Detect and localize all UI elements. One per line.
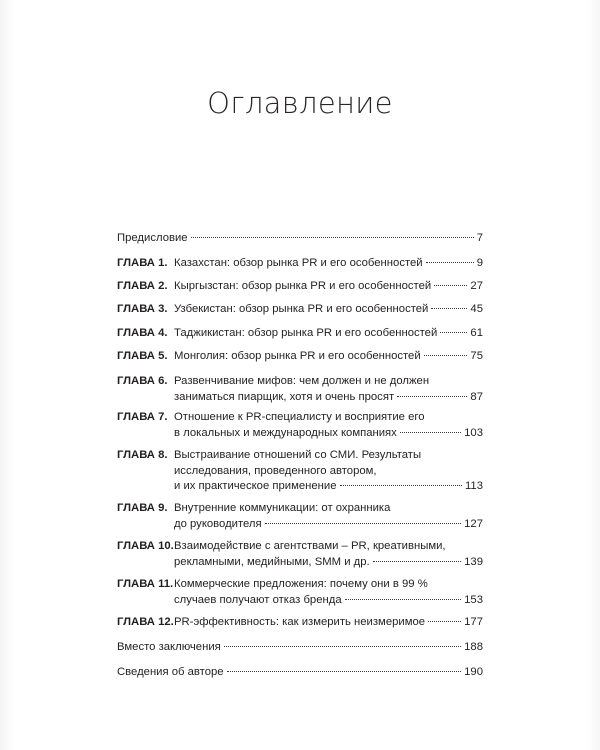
chapter-label: ГЛАВА 10. bbox=[117, 540, 174, 552]
toc-entry bbox=[117, 577, 483, 608]
section-title bbox=[117, 231, 483, 247]
toc-entry-line bbox=[174, 326, 483, 342]
toc-entry-text: до руководителя bbox=[174, 517, 262, 530]
toc-entry-line bbox=[174, 426, 483, 442]
toc-entry-line bbox=[174, 349, 483, 365]
toc-entry-text: и их практическое применение bbox=[174, 480, 337, 492]
dot-leader bbox=[227, 670, 462, 672]
toc-entry bbox=[117, 349, 483, 365]
toc-entry-line bbox=[174, 555, 483, 571]
toc-entry-text: Выстраивание отношений со СМИ. Результаты bbox=[174, 449, 422, 461]
dot-leader bbox=[345, 598, 462, 600]
toc-entry-text: в локальных и международных компаниях bbox=[174, 426, 397, 439]
chapter-label: ГЛАВА 5. bbox=[117, 350, 168, 362]
toc-entry bbox=[117, 279, 483, 295]
dot-leader bbox=[191, 236, 474, 238]
dot-leader bbox=[431, 307, 467, 309]
toc-entry-line bbox=[174, 302, 483, 318]
toc-entry bbox=[117, 640, 483, 656]
chapter-title bbox=[174, 302, 483, 318]
toc-entry-text: Предисловие bbox=[117, 232, 188, 244]
page-number: 153 bbox=[464, 593, 483, 606]
toc-entry-text: исследования, проведенного автором, bbox=[174, 464, 377, 477]
toc-entry-text: Коммерческие предложения: почему они в 99 % bbox=[174, 578, 428, 590]
dot-leader bbox=[265, 522, 461, 524]
toc-entry bbox=[117, 448, 483, 495]
toc-entry-line bbox=[117, 231, 483, 247]
toc-entry-text: Внутренние коммуникации: от охранника bbox=[174, 502, 391, 514]
toc-entry-line bbox=[117, 640, 483, 656]
chapter-title bbox=[174, 410, 483, 441]
toc-entry-line bbox=[174, 479, 483, 495]
toc-entry-text: Сведения об авторе bbox=[117, 666, 224, 678]
toc-entry-line bbox=[174, 256, 483, 272]
dot-leader bbox=[440, 331, 467, 333]
toc-entry-text: PR-эффективность: как измерить неизмеримое bbox=[174, 616, 426, 628]
page-number: 9 bbox=[476, 257, 483, 269]
page-number: 177 bbox=[464, 616, 483, 628]
chapter-title bbox=[174, 349, 483, 365]
dot-leader bbox=[397, 395, 467, 397]
toc-entry bbox=[117, 665, 483, 681]
chapter-label: ГЛАВА 4. bbox=[117, 327, 168, 339]
page-number: 7 bbox=[476, 232, 483, 244]
toc-entry-text: Отношение к PR-специалисту и восприятие его bbox=[174, 411, 425, 423]
toc-entry-line bbox=[174, 279, 483, 295]
toc-entry-text: Развенчивание мифов: чем должен и не должен bbox=[174, 375, 430, 387]
toc-entry-line bbox=[174, 410, 483, 426]
chapter-label: ГЛАВА 7. bbox=[117, 411, 168, 423]
toc-entry bbox=[117, 256, 483, 272]
page-number: 139 bbox=[464, 555, 483, 568]
page-number: 45 bbox=[470, 303, 483, 315]
toc-entry-line bbox=[117, 665, 483, 681]
toc-entry-line bbox=[174, 517, 483, 533]
toc-entry-text: Взаимодействие с агентствами – PR, креативными, bbox=[174, 540, 446, 552]
page-number: 113 bbox=[464, 480, 483, 492]
dot-leader bbox=[224, 645, 461, 647]
toc-entry bbox=[117, 231, 483, 247]
page-number: 188 bbox=[464, 641, 483, 653]
section-title bbox=[117, 665, 483, 681]
dot-leader bbox=[340, 484, 462, 486]
dot-leader bbox=[434, 284, 467, 286]
chapter-title bbox=[174, 374, 483, 405]
toc-entry bbox=[117, 615, 483, 631]
chapter-title bbox=[174, 448, 483, 495]
page-number: 61 bbox=[470, 327, 483, 339]
section-title bbox=[117, 640, 483, 656]
chapter-label: ГЛАВА 6. bbox=[117, 375, 168, 387]
toc-entry-text: Монголия: обзор рынка PR и его особенностей bbox=[174, 350, 421, 362]
toc-entry-text: рекламными, медийными, SMM и др. bbox=[174, 555, 370, 568]
toc-entry-text: Кыргызстан: обзор рынка PR и его особенностей bbox=[174, 280, 432, 292]
toc-entry bbox=[117, 302, 483, 318]
toc-entry bbox=[117, 539, 483, 570]
page-number: 190 bbox=[464, 666, 483, 678]
chapter-title bbox=[174, 326, 483, 342]
chapter-title bbox=[174, 539, 483, 570]
page-number: 27 bbox=[470, 280, 483, 292]
toc-entry bbox=[117, 410, 483, 441]
chapter-title bbox=[174, 501, 483, 532]
chapter-label: ГЛАВА 2. bbox=[117, 280, 168, 292]
dot-leader bbox=[424, 354, 468, 356]
chapter-label: ГЛАВА 9. bbox=[117, 502, 168, 514]
chapter-title bbox=[174, 256, 483, 272]
toc-entry-text: заниматься пиарщик, хотя и очень просят bbox=[174, 390, 395, 403]
toc-entry bbox=[117, 501, 483, 532]
toc-entry-text: Казахстан: обзор рынка PR и его особенностей bbox=[174, 257, 423, 269]
dot-leader bbox=[428, 620, 461, 622]
chapter-label: ГЛАВА 11. bbox=[117, 578, 174, 590]
dot-leader bbox=[373, 560, 461, 562]
page-title: Оглавление bbox=[207, 86, 393, 120]
page-number: 127 bbox=[464, 517, 483, 530]
chapter-label: ГЛАВА 12. bbox=[117, 616, 174, 628]
toc-entry-line bbox=[174, 374, 483, 390]
dot-leader bbox=[426, 261, 474, 263]
toc-entry-text: Узбекистан: обзор рынка PR и его особенностей bbox=[174, 303, 429, 315]
toc-entry-line bbox=[174, 593, 483, 609]
chapter-label: ГЛАВА 8. bbox=[117, 449, 168, 461]
toc-entry-line bbox=[174, 464, 483, 480]
page-number: 103 bbox=[464, 426, 483, 439]
toc-entry-text: случаев получают отказ бренда bbox=[174, 593, 342, 606]
toc-entry-line bbox=[174, 539, 483, 555]
toc-entry-text: Таджикистан: обзор рынка PR и его особенностей bbox=[174, 327, 438, 339]
page-number: 87 bbox=[470, 390, 483, 403]
toc-entry-text: Вместо заключения bbox=[117, 641, 221, 653]
toc-entry bbox=[117, 326, 483, 342]
toc-entry-line bbox=[174, 615, 483, 631]
toc-entry-line bbox=[174, 448, 483, 464]
chapter-label: ГЛАВА 3. bbox=[117, 303, 168, 315]
toc-entry-line bbox=[174, 501, 483, 517]
chapter-title bbox=[174, 577, 483, 608]
toc-entry-line bbox=[174, 577, 483, 593]
dot-leader bbox=[400, 431, 461, 433]
toc-entry-line bbox=[174, 390, 483, 406]
chapter-title bbox=[174, 615, 483, 631]
toc-entry bbox=[117, 374, 483, 405]
chapter-title bbox=[174, 279, 483, 295]
chapter-label: ГЛАВА 1. bbox=[117, 257, 168, 269]
page-number: 75 bbox=[470, 350, 483, 362]
